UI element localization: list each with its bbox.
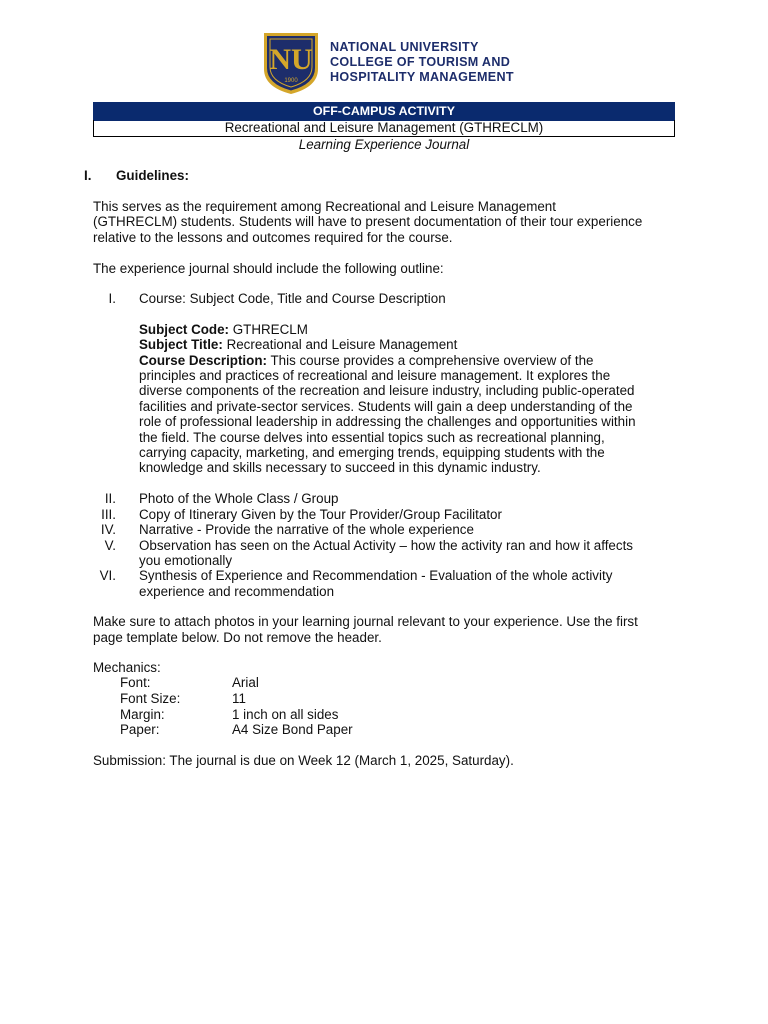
outline-number-3: III. xyxy=(101,507,116,522)
course-description-line-5: role of professional leadership in addressing the challenges and opportunities within xyxy=(139,414,636,429)
subject-code-label: Subject Code: xyxy=(139,322,230,337)
intro-line-1: This serves as the requirement among Recreational and Leisure Management xyxy=(93,199,556,214)
outline-number-2: II. xyxy=(104,491,116,506)
attach-line-1: Make sure to attach photos in your learning journal relevant to your experience. Use the first xyxy=(93,614,638,629)
outline-number-5: V. xyxy=(104,538,116,553)
subject-code-line xyxy=(139,322,308,337)
outline-number-1: I. xyxy=(108,291,116,306)
subject-code-value: GTHRECLM xyxy=(229,322,308,337)
subject-title-label: Subject Title: xyxy=(139,337,223,352)
org-line-1: NATIONAL UNIVERSITY xyxy=(330,40,479,54)
course-description-line-7: carrying capacity, marketing, and emerging trends, equipping students with the xyxy=(139,445,605,460)
outline-intro: The experience journal should include the following outline: xyxy=(93,261,444,276)
subject-title-value: Recreational and Leisure Management xyxy=(222,337,458,352)
course-description-line-6: the field. The course delves into essential topics such as recreational planning, xyxy=(139,430,605,445)
intro-line-3: relative to the lessons and outcomes required for the course. xyxy=(93,230,453,245)
mechanics-value-font: Arial xyxy=(232,675,259,690)
section-title: Guidelines: xyxy=(116,168,189,183)
course-title-box: Recreational and Leisure Management (GTHRECLM) xyxy=(93,120,675,137)
submission-note: Submission: The journal is due on Week 12 (March 1, 2025, Saturday). xyxy=(93,753,514,768)
outline-text-3: Copy of Itinerary Given by the Tour Provider/Group Facilitator xyxy=(139,507,502,522)
course-description-line-3: diverse components of the recreation and leisure industry, including public-operated xyxy=(139,383,635,398)
course-description-label: Course Description: xyxy=(139,353,267,368)
outline-text-2: Photo of the Whole Class / Group xyxy=(139,491,339,506)
course-description-line-4: facilities and private-sector services. Students will gain a deep understanding of the xyxy=(139,399,633,414)
attach-line-2: page template below. Do not remove the header. xyxy=(93,630,382,645)
org-line-2: COLLEGE OF TOURISM AND xyxy=(330,55,511,69)
logo-letters: NU xyxy=(269,43,313,76)
course-description-line-2: principles and practices of recreational and leisure management. It explores the xyxy=(139,368,611,383)
outline-number-4: IV. xyxy=(100,522,116,537)
university-logo xyxy=(262,31,320,95)
course-description-line-8: knowledge and skills necessary to succeed in this dynamic industry. xyxy=(139,460,541,475)
outline-text-6-line-1: Synthesis of Experience and Recommendation - Evaluation of the whole activity xyxy=(139,568,613,583)
mechanics-title: Mechanics: xyxy=(93,660,161,675)
outline-text-5-line-1: Observation has seen on the Actual Activity – how the activity ran and how it affects xyxy=(139,538,633,553)
logo-year: 1900 xyxy=(284,78,298,84)
activity-banner: OFF-CAMPUS ACTIVITY xyxy=(93,102,675,121)
mechanics-label-paper: Paper: xyxy=(120,722,160,737)
subject-title-line xyxy=(139,337,457,352)
section-number: I. xyxy=(84,168,92,183)
org-line-3: HOSPITALITY MANAGEMENT xyxy=(330,70,514,84)
outline-text-1: Course: Subject Code, Title and Course Description xyxy=(139,291,446,306)
outline-number-6: VI. xyxy=(99,568,116,583)
outline-text-5-line-2: you emotionally xyxy=(139,553,233,568)
mechanics-value-paper: A4 Size Bond Paper xyxy=(232,722,353,737)
mechanics-value-margin: 1 inch on all sides xyxy=(232,707,339,722)
mechanics-value-font-size: 11 xyxy=(232,691,246,706)
course-description-text-1: This course provides a comprehensive overview of the xyxy=(266,353,594,368)
outline-text-6-line-2: experience and recommendation xyxy=(139,584,335,599)
journal-title: Learning Experience Journal xyxy=(298,137,470,152)
intro-line-2: (GTHRECLM) students. Students will have to present documentation of their tour experience xyxy=(93,214,643,229)
course-description-line-1 xyxy=(139,353,674,368)
mechanics-label-font: Font: xyxy=(120,675,151,690)
mechanics-label-margin: Margin: xyxy=(120,707,165,722)
mechanics-label-font-size: Font Size: xyxy=(120,691,181,706)
outline-text-4: Narrative - Provide the narrative of the whole experience xyxy=(139,522,474,537)
